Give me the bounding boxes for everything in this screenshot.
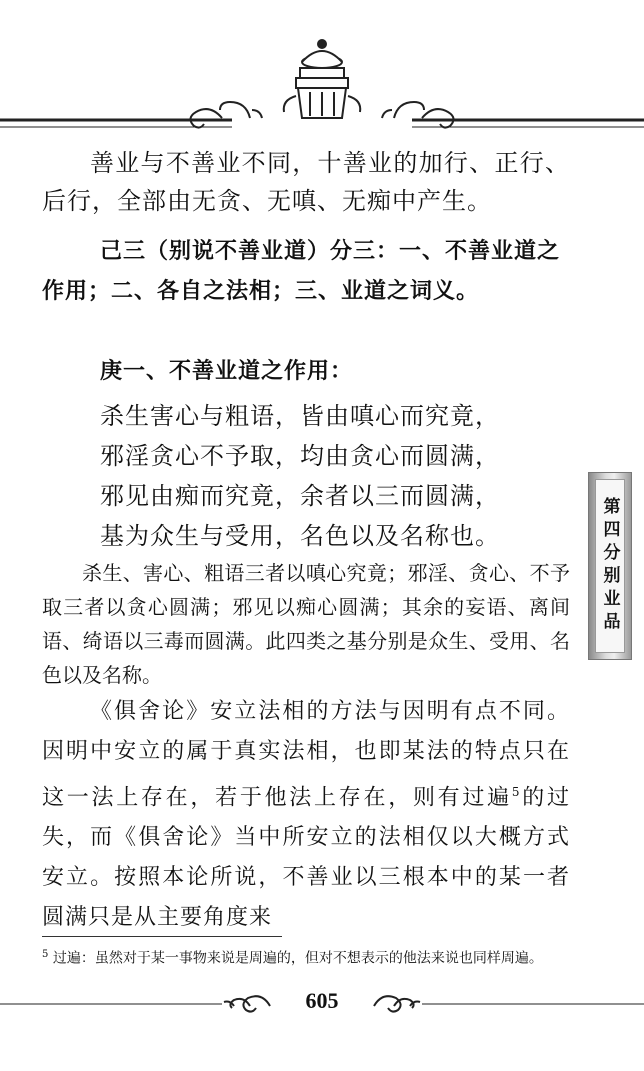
page-header-ornament [0, 0, 644, 140]
footnote [42, 944, 572, 970]
footer-cloud-right-icon [374, 996, 420, 1011]
verse-block [100, 396, 570, 556]
footnote-number: 5 [42, 949, 49, 960]
dharma-banner-icon [284, 40, 361, 118]
cloud-scroll-right-icon [382, 102, 454, 128]
verse-line-1: 杀生害心与粗语，皆由嗔心而究竟， [100, 402, 500, 430]
cloud-scroll-left-icon [190, 102, 262, 128]
section-heading-ji-san: 己三（别说不善业道）分三：一、不善业道之作用；二、各自之法相；三、业道之词义。 [42, 239, 561, 304]
footnote-reference: 5 [511, 785, 521, 799]
chapter-side-tab [588, 472, 632, 660]
paragraph-3-text-b: 的过失，而《俱舍论》当中所安立的法相仅以大概方式安立。按照本论所说，不善业以三根本中的某一者圆满只是从主要角度来 [42, 785, 570, 931]
paragraph-2: 杀生、害心、粗语三者以嗔心究竟；邪淫、贪心、不予取三者以贪心圆满；邪见以痴心圆满；其余的妄语、离间语、绮语以三毒而圆满。此四类之基分别是众生、受用、名色以及名称。 [42, 561, 570, 687]
page-number: 605 [305, 988, 339, 1013]
footnote-text: 过遍：虽然对于某一事物来说是周遍的，但对不想表示的他法来说也同样周遍。 [52, 950, 543, 967]
paragraph-3-text-a: 《俱舍论》安立法相的方法与因明有点不同。因明中安立的属于真实法相，也即某法的特点只在这一法上存在，若于他法上存在，则有过遍 [42, 699, 570, 811]
verse-line-3: 邪见由痴而究竟，余者以三而圆满， [100, 482, 500, 510]
verse-line-2: 邪淫贪心不予取，均由贪心而圆满， [100, 442, 500, 470]
footnote-divider [42, 936, 282, 937]
section-heading-geng-yi: 庚一、不善业道之作用： [100, 359, 354, 384]
header-ornament-graphic [0, 0, 644, 140]
paragraph-1: 善业与不善业不同，十善业的加行、正行、后行，全部由无贪、无嗔、无痴中产生。 [42, 149, 570, 215]
footer-cloud-left-icon [224, 996, 270, 1011]
verse-line-4: 基为众生与受用，名色以及名称也。 [100, 522, 500, 550]
chapter-tab-label: 第四分别业品 [599, 497, 620, 635]
paragraph-3 [42, 692, 570, 938]
